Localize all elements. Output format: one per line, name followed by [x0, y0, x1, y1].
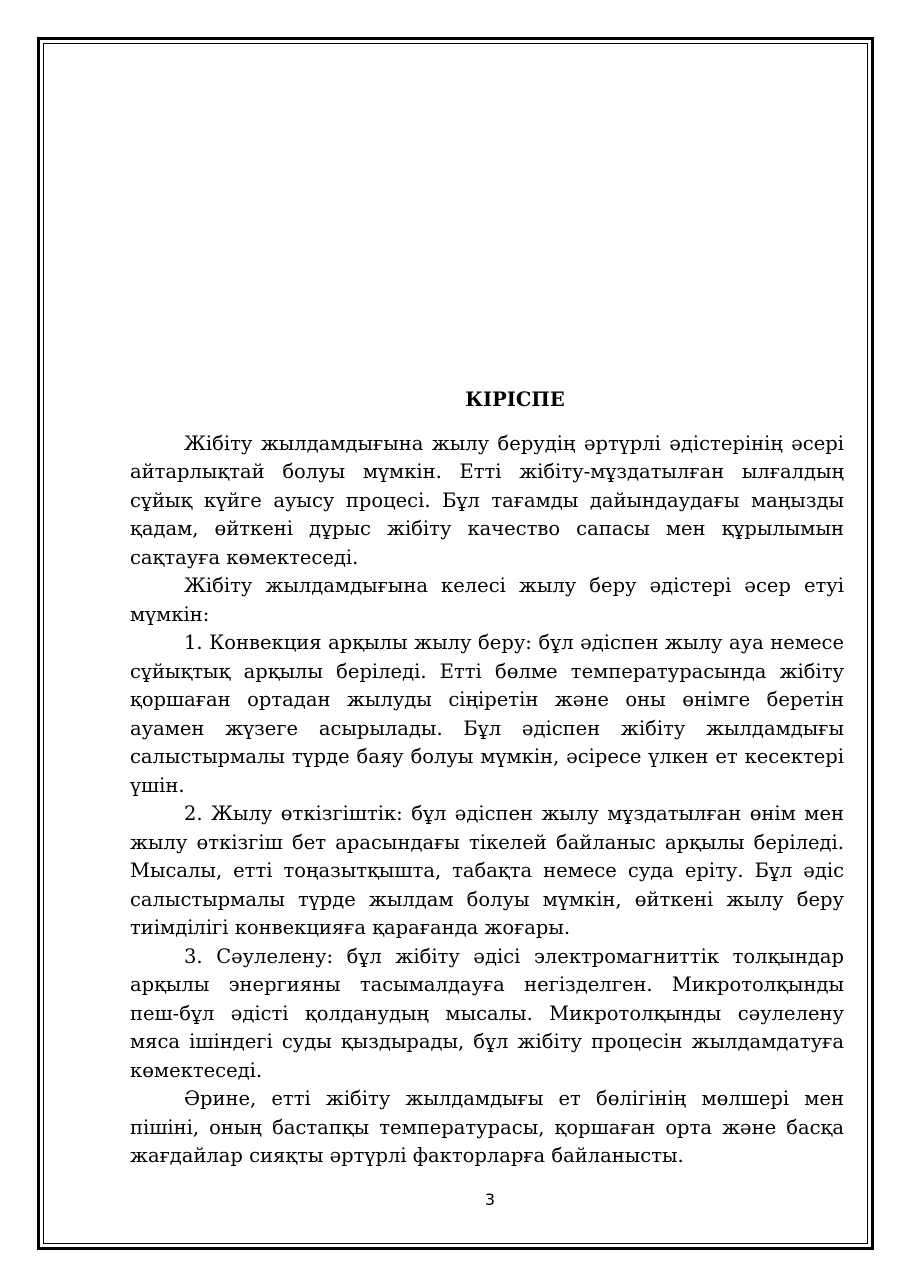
- paragraph-factors: Әрине, етті жібіту жылдамдығы ет бөлігінің мөлшері мен пішіні, оның бастапқы температурасы, қоршаған орта және басқа жағдайлар сияқты әртүрлі факторларға байланысты.: [130, 1087, 844, 1167]
- document-body: [130, 386, 844, 1171]
- paragraph-radiation: 3. Сәулелену: бұл жібіту әдісі электромагниттік толқындар арқылы энергияны тасымалдауға негізделген. Микротолқынды пеш-бұл әдісті қолданудың мысалы. Микротолқынды сәулелену мяса ішіндегі суды қыздырады, бұл жібіту процесін жылдамдатуға көмектеседі.: [130, 944, 844, 1082]
- paragraph-conduction: 2. Жылу өткізгіштік: бұл әдіспен жылу мұздатылған өнім мен жылу өткізгіш бет арасындағы тікелей байланыс арқылы беріледі. Мысалы, етті тоңазытқышта, табақта немесе суда еріту. Бұл әдіс салыстырмалы түрде жылдам болуы мүмкін, өйткені жылу беру тиімділігі конвекцияға қарағанда жоғары.: [130, 802, 844, 939]
- page-number: 3: [484, 1190, 496, 1209]
- paragraph-convection: 1. Конвекция арқылы жылу беру: бұл әдіспен жылу ауа немесе сұйықтық арқылы беріледі. Етті бөлме температурасында жібіту қоршаған ортадан жылуды сіңіретін және оны өнімге беретін ауамен жүзеге асырылады. Бұл әдіспен жібіту жылдамдығы салыстырмалы түрде баяу болуы мүмкін, әсіресе үлкен ет кесектері үшін.: [130, 631, 844, 797]
- paragraph-methods-lead: Жібіту жылдамдығына келесі жылу беру әдістері әсер етуі мүмкін:: [130, 574, 844, 626]
- paragraph-intro: Жібіту жылдамдығына жылу берудің әртүрлі әдістерінің әсері айтарлықтай болуы мүмкін. Етті жібіту-мұздатылған ылғалдың сұйық күйге ауысу процесі. Бұл тағамды дайындаудағы маңызды қадам, өйткені дұрыс жібіту качество сапасы мен құрылымын сақтауға көмектеседі.: [130, 431, 844, 569]
- section-heading: КІРІСПЕ: [465, 388, 565, 411]
